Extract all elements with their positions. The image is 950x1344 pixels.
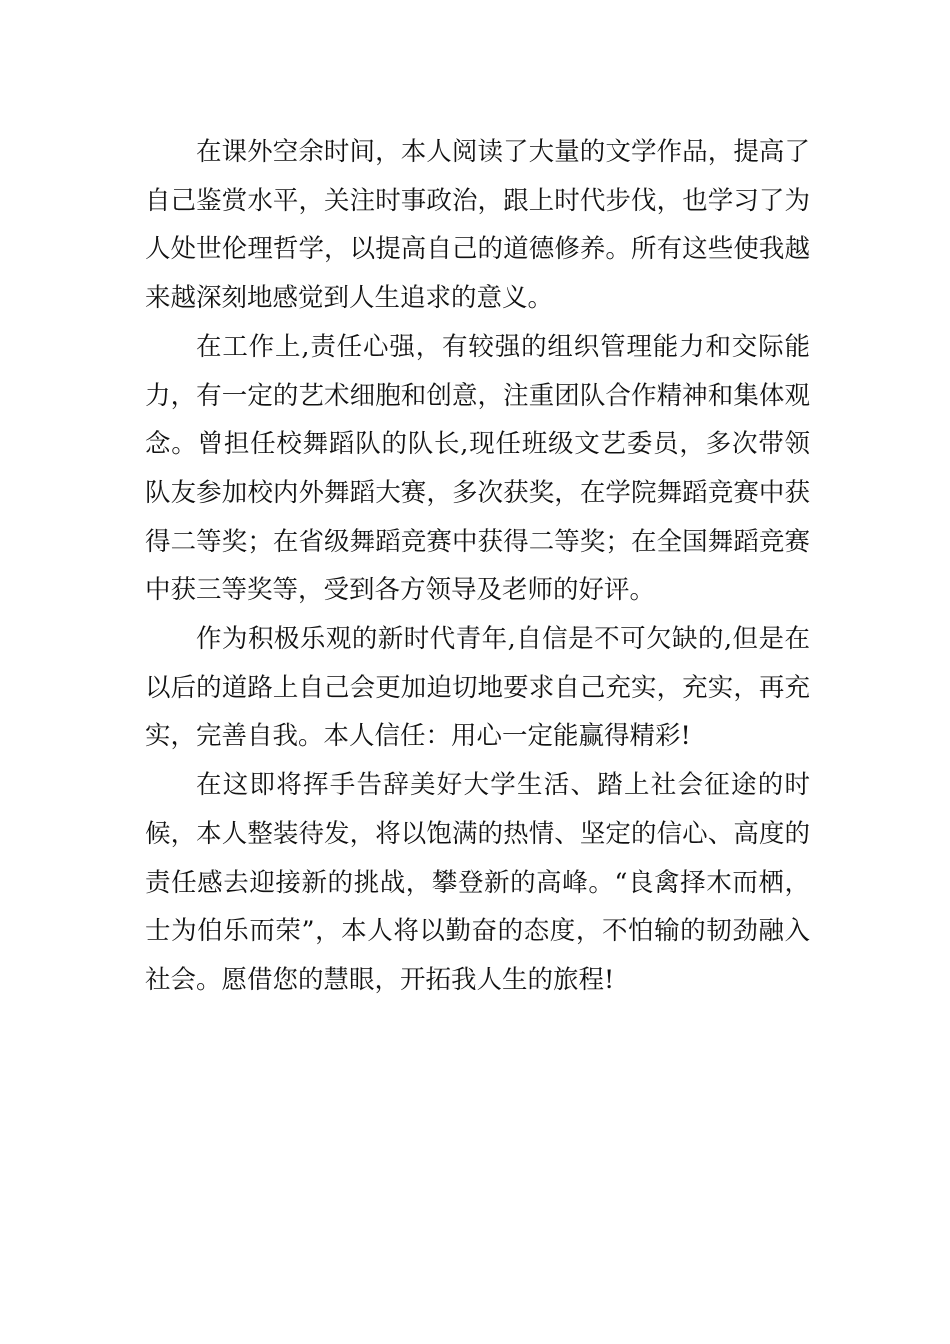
paragraph-confidence: 作为积极乐观的新时代青年,自信是不可欠缺的,但是在以后的道路上自己会更加迫切地要求自己充实，充实，再充实，完善自我。本人信任：用心一定能赢得精彩! bbox=[145, 624, 810, 752]
paragraph-reading: 在课外空余时间，本人阅读了大量的文学作品，提高了自己鉴赏水平，关注时事政治，跟上时代步伐，也学习了为人处世伦理哲学，以提高自己的道德修养。所有这些使我越来越深刻地感觉到人生追求的意义。 bbox=[145, 137, 810, 314]
paragraph-work: 在工作上,责任心强，有较强的组织管理能力和交际能力，有一定的艺术细胞和创意，注重团队合作精神和集体观念。曾担任校舞蹈队的队长,现任班级文艺委员，多次带领队友参加校内外舞蹈大赛，多次获奖，在学院舞蹈竞赛中获得二等奖；在省级舞蹈竞赛中获得二等奖；在全国舞蹈竞赛中获三等奖等，受到各方领导及老师的好评。 bbox=[145, 331, 810, 606]
document-body bbox=[145, 128, 810, 1005]
paragraph-farewell: 在这即将挥手告辞美好大学生活、踏上社会征途的时候，本人整装待发，将以饱满的热情、坚定的信心、高度的责任感去迎接新的挑战，攀登新的高峰。“良禽择木而栖，士为伯乐而荣”，本人将以勤奋的态度，不怕输的韧劲融入社会。愿借您的慧眼，开拓我人生的旅程! bbox=[145, 770, 810, 995]
